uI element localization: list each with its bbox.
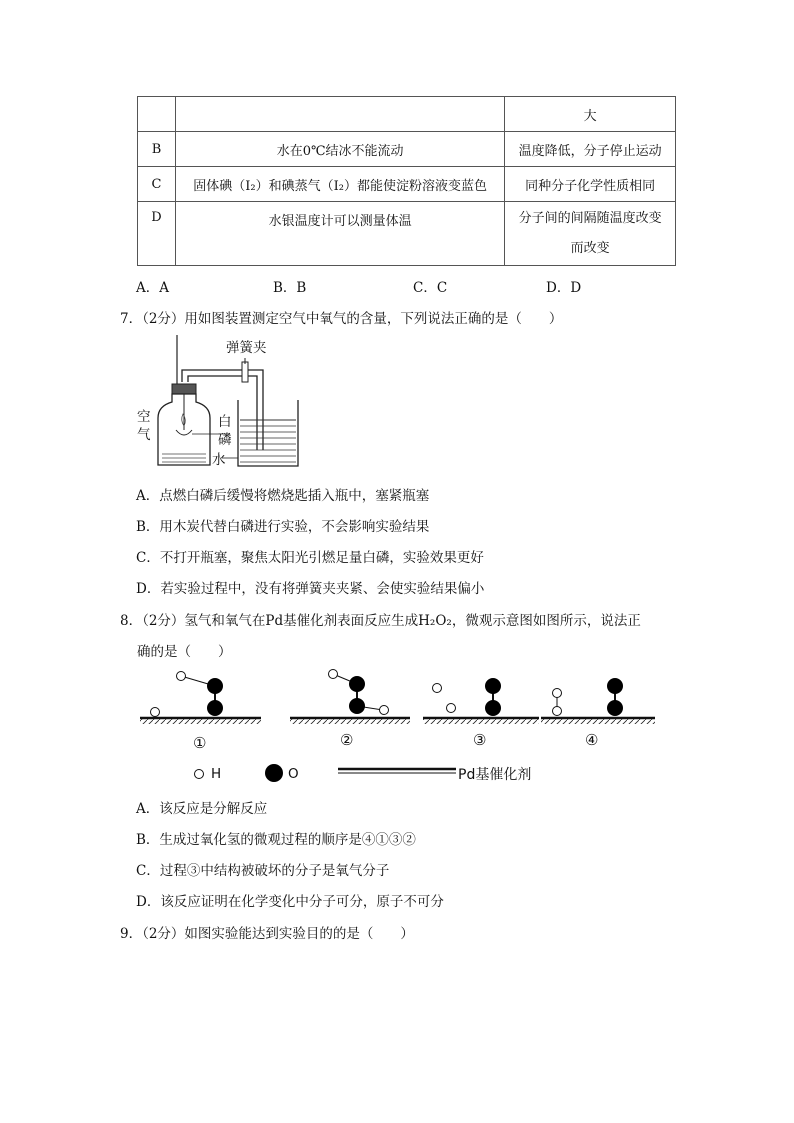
- row-phenomenon: 水银温度计可以测量体温: [175, 202, 504, 266]
- step-1-molecules: [151, 672, 224, 717]
- q7-option-a[interactable]: A．点燃白磷后缓慢将燃烧匙插入瓶中，塞紧瓶塞: [136, 488, 430, 504]
- row-phenomenon: 固体碘（I₂）和碘蒸气（I₂）都能使淀粉溶液变蓝色: [175, 167, 504, 202]
- q8-option-d[interactable]: D．该反应证明在化学变化中分子可分，原子不可分: [136, 894, 444, 910]
- row-letter: C: [138, 167, 176, 202]
- row-letter: D: [138, 202, 176, 266]
- q6-choice-d[interactable]: D．D: [546, 280, 582, 296]
- q7-stem: 7．（2分）用如图装置测定空气中氧气的含量，下列说法正确的是（ ）: [120, 311, 563, 327]
- clip-label: 弹簧夹: [226, 340, 267, 356]
- q8-stem: 8．（2分）氢气和氧气在Pd基催化剂表面反应生成H₂O₂，微观示意图如图所示，说法正: [120, 613, 641, 629]
- row-letter: B: [138, 132, 176, 167]
- row-explanation: 大: [505, 97, 676, 132]
- water-label: 水: [212, 452, 226, 468]
- step-label: ④: [585, 731, 599, 749]
- q7-option-b[interactable]: B．用木炭代替白磷进行实验，不会影响实验结果: [136, 519, 430, 535]
- legend-o-label: O: [288, 766, 299, 782]
- table-row: [138, 167, 676, 202]
- air-label: 气: [137, 427, 151, 443]
- step-label: ①: [193, 734, 207, 752]
- q8-option-a[interactable]: A．该反应是分解反应: [136, 801, 268, 817]
- q6-choice-a[interactable]: A．A: [136, 280, 169, 296]
- row-phenomenon: [175, 97, 504, 132]
- phosphorus-label: 白: [218, 414, 232, 430]
- q8-option-c[interactable]: C．过程③中结构被破坏的分子是氧气分子: [136, 863, 390, 879]
- q6-choice-c[interactable]: C．C: [413, 280, 448, 296]
- q8-option-b[interactable]: B．生成过氧化氢的微观过程的顺序是④①③②: [136, 832, 416, 848]
- phosphorus-label: 磷: [218, 432, 232, 448]
- step-2-molecules: [329, 670, 389, 715]
- catalyst-surface-icon: [336, 764, 461, 778]
- step-3-molecules: [433, 678, 502, 716]
- table-row: [138, 132, 676, 167]
- q8-stem-cont: 确的是（ ）: [137, 644, 232, 660]
- explanation-line: 而改变: [570, 240, 610, 256]
- spring-clip-icon: [242, 358, 248, 382]
- step-label: ③: [473, 731, 487, 749]
- legend-catalyst-label: Pd基催化剂: [458, 767, 532, 783]
- air-label: 空: [137, 409, 151, 425]
- legend-h-label: H: [211, 766, 222, 782]
- explanation-line: 分子间的间隔随温度改变: [518, 210, 662, 226]
- row-explanation: [505, 202, 676, 266]
- q6-table: [137, 96, 676, 266]
- q8-micro-diagram: [135, 660, 665, 730]
- oxygen-atom-icon: [262, 760, 288, 786]
- row-letter: [138, 97, 176, 132]
- table-row: [138, 97, 676, 132]
- step-label: ②: [340, 731, 354, 749]
- step-4-molecules: [553, 678, 624, 716]
- q9-stem: 9．（2分）如图实验能达到实验目的的是（ ）: [120, 926, 414, 942]
- row-explanation: 温度降低，分子停止运动: [505, 132, 676, 167]
- q7-option-c[interactable]: C．不打开瓶塞，聚焦太阳光引燃足量白磷，实验效果更好: [136, 550, 484, 566]
- table-row: [138, 202, 676, 266]
- q7-option-d[interactable]: D．若实验过程中，没有将弹簧夹夹紧、会使实验结果偏小: [136, 581, 485, 597]
- row-explanation: 同种分子化学性质相同: [505, 167, 676, 202]
- q6-choice-b[interactable]: B．B: [273, 280, 307, 296]
- row-phenomenon: 水在0℃结冰不能流动: [175, 132, 504, 167]
